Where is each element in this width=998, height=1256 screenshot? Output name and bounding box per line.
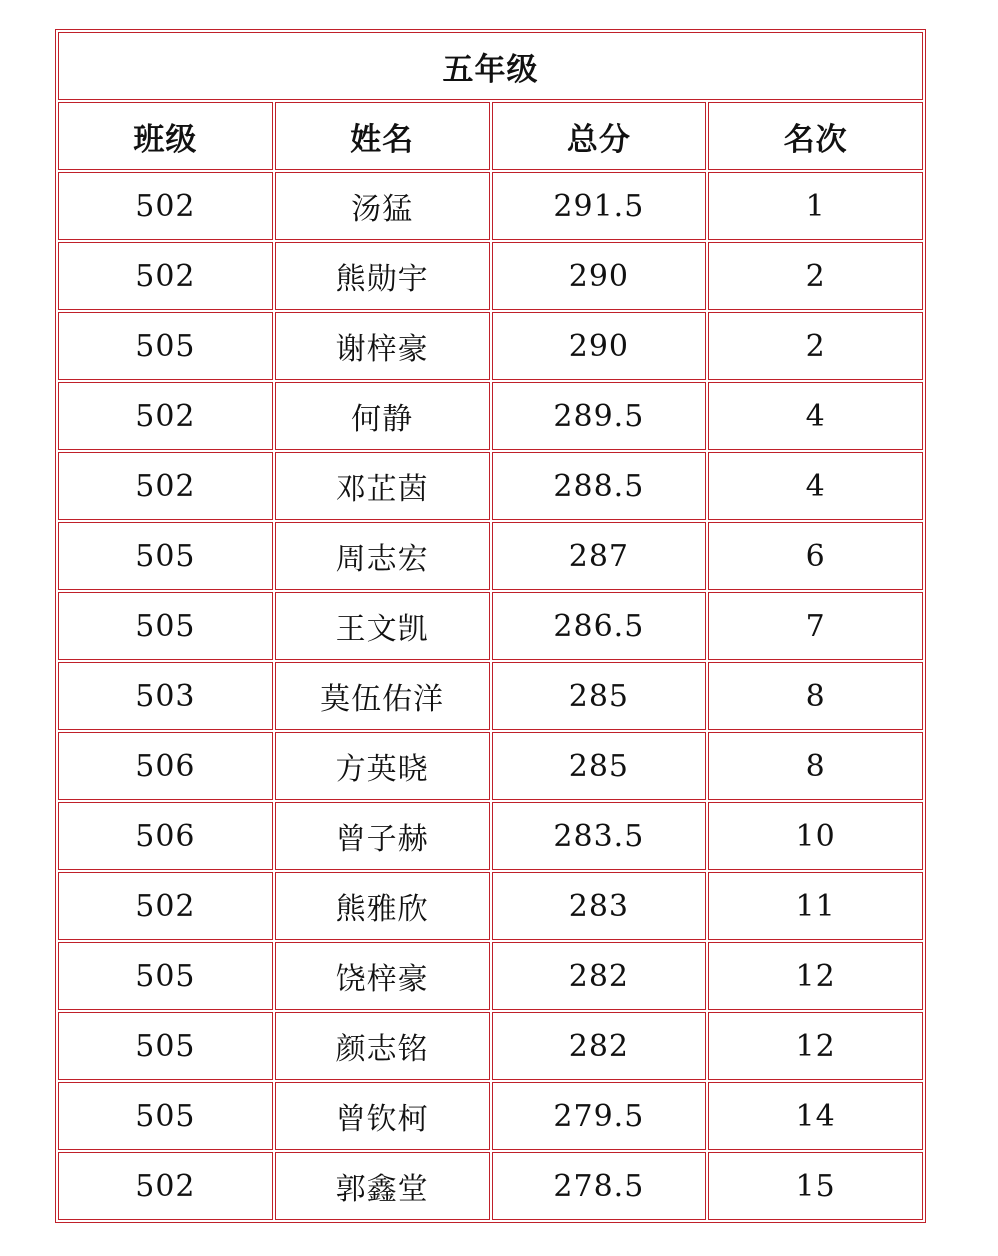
cell-class: 502 xyxy=(58,382,273,450)
cell-score: 290 xyxy=(492,312,707,380)
table-row xyxy=(58,1082,923,1150)
cell-name: 曾子赫 xyxy=(275,802,490,870)
cell-score: 282 xyxy=(492,1012,707,1080)
header-name: 姓名 xyxy=(275,102,490,170)
cell-class: 505 xyxy=(58,1012,273,1080)
header-total-score: 总分 xyxy=(492,102,707,170)
cell-class: 506 xyxy=(58,802,273,870)
cell-rank: 6 xyxy=(708,522,923,590)
cell-name: 饶梓豪 xyxy=(275,942,490,1010)
cell-rank: 12 xyxy=(708,1012,923,1080)
table-row xyxy=(58,522,923,590)
cell-rank: 2 xyxy=(708,312,923,380)
cell-score: 288.5 xyxy=(492,452,707,520)
table-row xyxy=(58,802,923,870)
cell-rank: 4 xyxy=(708,382,923,450)
cell-name: 颜志铭 xyxy=(275,1012,490,1080)
header-class: 班级 xyxy=(58,102,273,170)
cell-name: 汤猛 xyxy=(275,172,490,240)
cell-rank: 12 xyxy=(708,942,923,1010)
cell-score: 286.5 xyxy=(492,592,707,660)
cell-score: 285 xyxy=(492,732,707,800)
cell-name: 周志宏 xyxy=(275,522,490,590)
cell-rank: 7 xyxy=(708,592,923,660)
cell-name: 何静 xyxy=(275,382,490,450)
score-sheet xyxy=(55,29,926,1223)
cell-rank: 11 xyxy=(708,872,923,940)
cell-class: 505 xyxy=(58,942,273,1010)
header-row xyxy=(58,102,923,170)
table-row xyxy=(58,942,923,1010)
cell-class: 502 xyxy=(58,872,273,940)
cell-name: 莫伍佑洋 xyxy=(275,662,490,730)
cell-score: 282 xyxy=(492,942,707,1010)
table-row xyxy=(58,872,923,940)
table-row xyxy=(58,1012,923,1080)
header-rank: 名次 xyxy=(708,102,923,170)
table-title: 五年级 xyxy=(58,32,923,100)
cell-name: 曾钦柯 xyxy=(275,1082,490,1150)
cell-score: 283.5 xyxy=(492,802,707,870)
cell-name: 王文凯 xyxy=(275,592,490,660)
grade-ranking-table xyxy=(55,29,926,1223)
table-row xyxy=(58,452,923,520)
table-row xyxy=(58,1152,923,1220)
cell-class: 505 xyxy=(58,312,273,380)
cell-score: 279.5 xyxy=(492,1082,707,1150)
table-row xyxy=(58,242,923,310)
cell-class: 505 xyxy=(58,592,273,660)
table-row xyxy=(58,592,923,660)
cell-name: 郭鑫堂 xyxy=(275,1152,490,1220)
title-row xyxy=(58,32,923,100)
table-row xyxy=(58,382,923,450)
cell-class: 502 xyxy=(58,242,273,310)
cell-rank: 8 xyxy=(708,732,923,800)
cell-name: 邓芷茵 xyxy=(275,452,490,520)
cell-score: 291.5 xyxy=(492,172,707,240)
cell-rank: 10 xyxy=(708,802,923,870)
cell-score: 289.5 xyxy=(492,382,707,450)
cell-name: 熊雅欣 xyxy=(275,872,490,940)
cell-name: 方英晓 xyxy=(275,732,490,800)
cell-score: 290 xyxy=(492,242,707,310)
cell-class: 506 xyxy=(58,732,273,800)
cell-rank: 1 xyxy=(708,172,923,240)
cell-class: 502 xyxy=(58,172,273,240)
cell-name: 熊勋宇 xyxy=(275,242,490,310)
cell-score: 285 xyxy=(492,662,707,730)
table-row xyxy=(58,662,923,730)
cell-class: 503 xyxy=(58,662,273,730)
cell-rank: 14 xyxy=(708,1082,923,1150)
cell-rank: 4 xyxy=(708,452,923,520)
table-row xyxy=(58,312,923,380)
cell-rank: 8 xyxy=(708,662,923,730)
cell-class: 505 xyxy=(58,1082,273,1150)
cell-class: 505 xyxy=(58,522,273,590)
cell-rank: 15 xyxy=(708,1152,923,1220)
table-row xyxy=(58,732,923,800)
cell-class: 502 xyxy=(58,1152,273,1220)
cell-score: 278.5 xyxy=(492,1152,707,1220)
cell-rank: 2 xyxy=(708,242,923,310)
cell-name: 谢梓豪 xyxy=(275,312,490,380)
cell-score: 283 xyxy=(492,872,707,940)
cell-class: 502 xyxy=(58,452,273,520)
cell-score: 287 xyxy=(492,522,707,590)
table-row xyxy=(58,172,923,240)
